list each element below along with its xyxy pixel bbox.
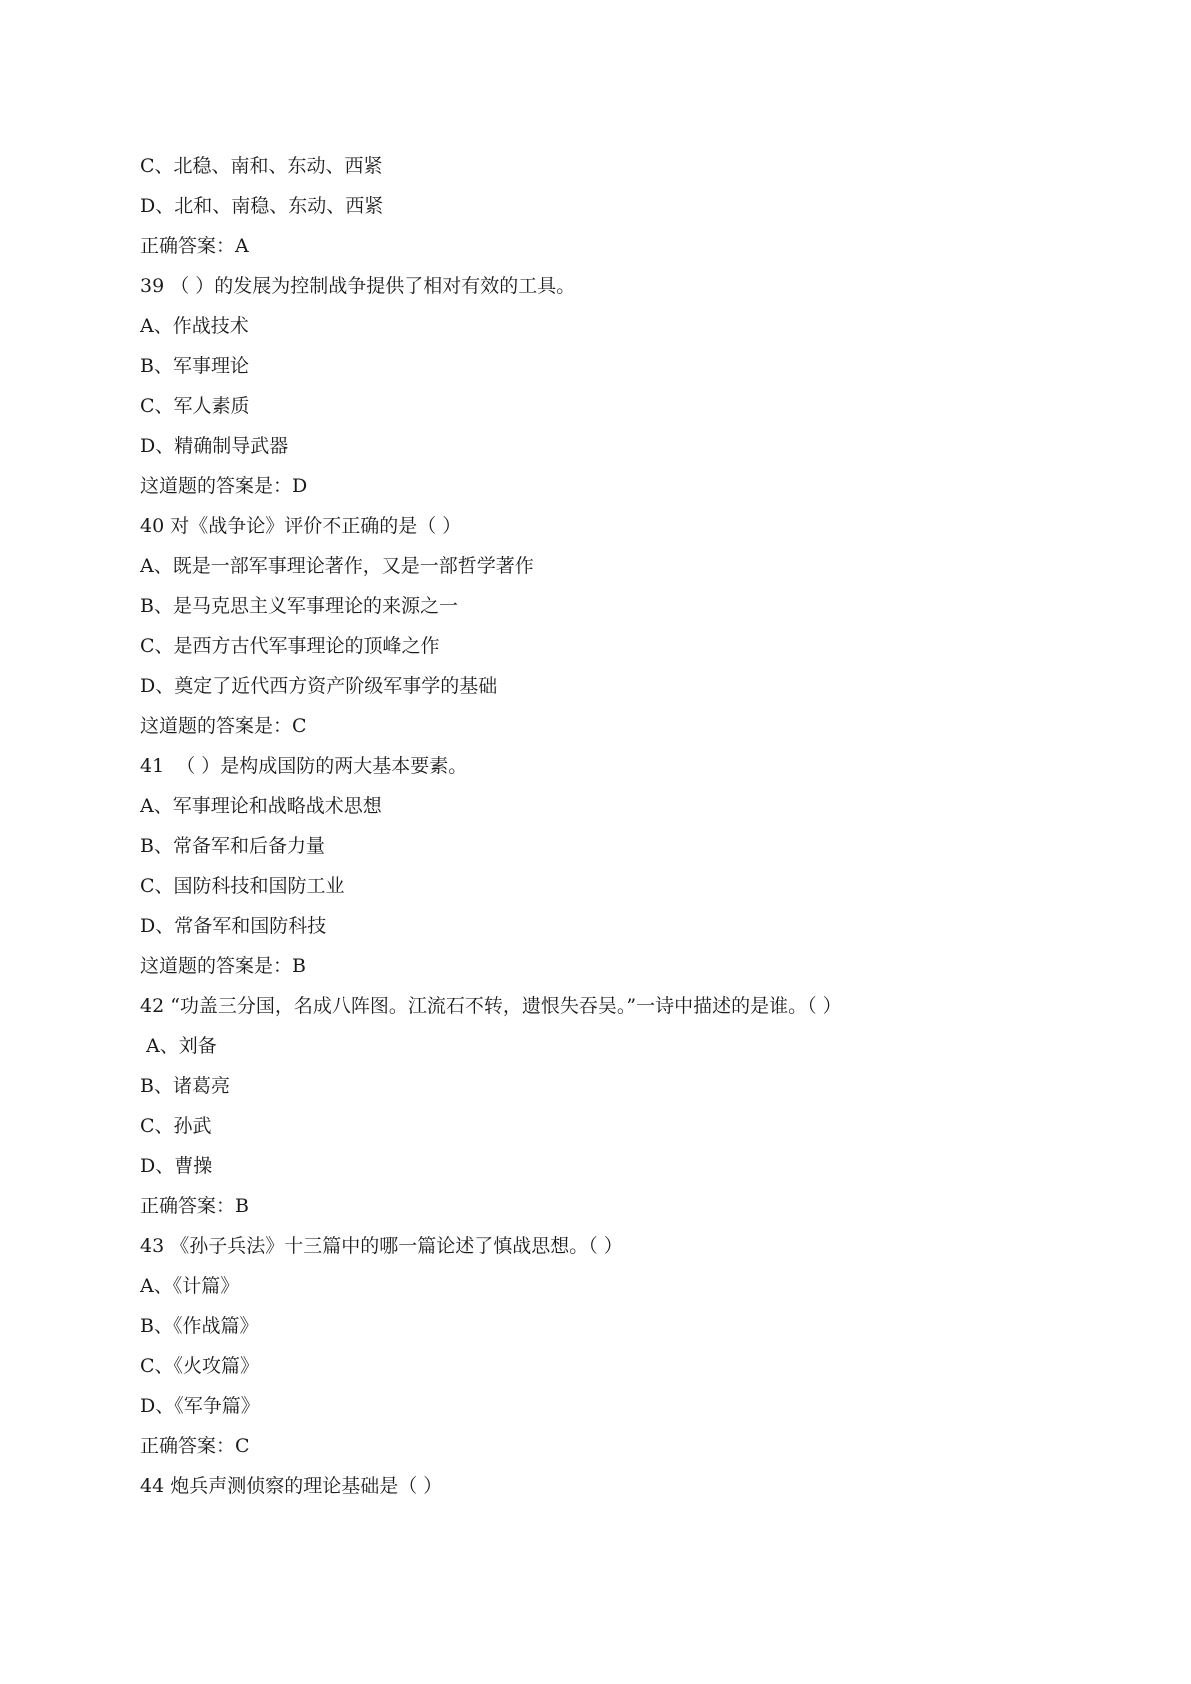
answer-q41: 这道题的答案是：B (140, 955, 306, 977)
question-39: 39 （ ）的发展为控制战争提供了相对有效的工具。 (140, 275, 576, 297)
option-b-q39: B、军事理论 (140, 355, 249, 377)
option-c-q42: C、孙武 (140, 1115, 212, 1137)
option-d-q38: D、北和、南稳、东动、西紧 (140, 195, 384, 217)
option-d-q41: D、常备军和国防科技 (140, 915, 327, 937)
answer-q38: 正确答案：A (140, 235, 249, 257)
option-c-q40: C、是西方古代军事理论的顶峰之作 (140, 635, 440, 657)
option-a-q42: A、刘备 (140, 1035, 217, 1057)
option-a-q39: A、作战技术 (140, 315, 249, 337)
option-b-q40: B、是马克思主义军事理论的来源之一 (140, 595, 458, 617)
option-d-q40: D、奠定了近代西方资产阶级军事学的基础 (140, 675, 498, 697)
question-44: 44 炮兵声测侦察的理论基础是（ ） (140, 1475, 443, 1497)
option-d-q42: D、曹操 (140, 1155, 213, 1177)
option-a-q40: A、既是一部军事理论著作，又是一部哲学著作 (140, 555, 534, 577)
option-b-q43: B、《作战篇》 (140, 1315, 259, 1337)
option-c-q41: C、国防科技和国防工业 (140, 875, 345, 897)
option-a-q43: A、《计篇》 (140, 1275, 240, 1297)
option-d-q39: D、精确制导武器 (140, 435, 289, 457)
question-43: 43 《孙子兵法》十三篇中的哪一篇论述了慎战思想。（ ） (140, 1235, 623, 1257)
option-c-q39: C、军人素质 (140, 395, 250, 417)
question-40: 40 对《战争论》评价不正确的是（ ） (140, 515, 462, 537)
question-42: 42 “功盖三分国，名成八阵图。江流石不转，遗恨失吞吴。”一诗中描述的是谁。（ ） (140, 995, 842, 1017)
option-b-q41: B、常备军和后备力量 (140, 835, 325, 857)
answer-q42: 正确答案：B (140, 1195, 249, 1217)
option-d-q43: D、《军争篇》 (140, 1395, 260, 1417)
option-c-q38: C、北稳、南和、东动、西紧 (140, 155, 383, 177)
option-a-q41: A、军事理论和战略战术思想 (140, 795, 382, 817)
option-c-q43: C、《火攻篇》 (140, 1355, 260, 1377)
answer-q39: 这道题的答案是：D (140, 475, 308, 497)
option-b-q42: B、诸葛亮 (140, 1075, 230, 1097)
question-41: 41 （ ）是构成国防的两大基本要素。 (140, 755, 468, 777)
answer-q43: 正确答案：C (140, 1435, 250, 1457)
answer-q40: 这道题的答案是：C (140, 715, 307, 737)
